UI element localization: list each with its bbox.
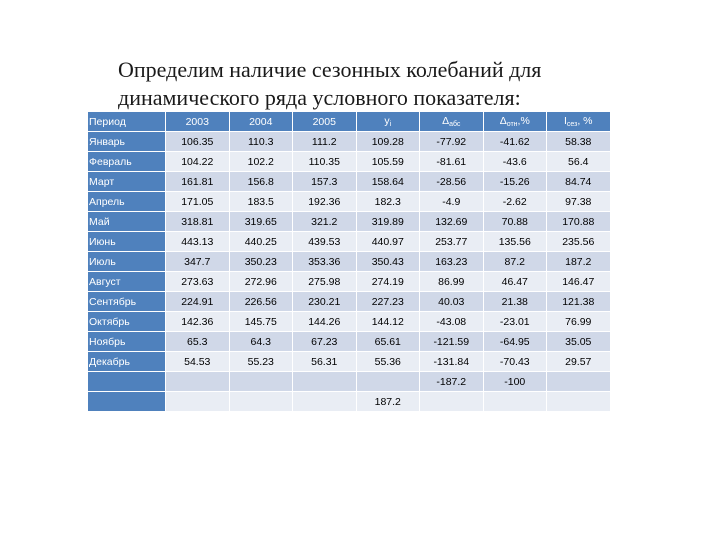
- cell-seasonality-index: 187.2: [547, 252, 611, 272]
- table-row: [88, 232, 611, 252]
- cell-period: Ноябрь: [88, 332, 166, 352]
- cell-abs-deviation: -131.84: [420, 352, 484, 372]
- cell-average: 227.23: [356, 292, 420, 312]
- cell-year-2003: 347.7: [166, 252, 230, 272]
- cell-seasonality-index: 35.05: [547, 332, 611, 352]
- cell-abs-deviation: 40.03: [420, 292, 484, 312]
- cell-seasonality-index: [547, 372, 611, 392]
- cell-abs-deviation: 132.69: [420, 212, 484, 232]
- cell-rel-deviation: [483, 392, 547, 412]
- cell-year-2003: 161.81: [166, 172, 230, 192]
- cell-rel-deviation: -43.6: [483, 152, 547, 172]
- cell-year-2003: 142.36: [166, 312, 230, 332]
- cell-rel-deviation: 21.38: [483, 292, 547, 312]
- cell-rel-deviation: -64.95: [483, 332, 547, 352]
- cell-seasonality-index: 58.38: [547, 132, 611, 152]
- table-row: [88, 212, 611, 232]
- table-row: [88, 272, 611, 292]
- cell-year-2004: 183.5: [229, 192, 293, 212]
- cell-abs-deviation: -4.9: [420, 192, 484, 212]
- header-year-2003: 2003: [166, 112, 230, 132]
- cell-average: 274.19: [356, 272, 420, 292]
- cell-average: 182.3: [356, 192, 420, 212]
- cell-year-2005: 230.21: [293, 292, 357, 312]
- cell-average: 109.28: [356, 132, 420, 152]
- cell-year-2005: 144.26: [293, 312, 357, 332]
- cell-abs-deviation: [420, 392, 484, 412]
- cell-abs-deviation: -187.2: [420, 372, 484, 392]
- header-year-2005: 2005: [293, 112, 357, 132]
- header-year-2004: 2004: [229, 112, 293, 132]
- cell-year-2004: 226.56: [229, 292, 293, 312]
- cell-period: Сентябрь: [88, 292, 166, 312]
- cell-year-2004: 350.23: [229, 252, 293, 272]
- cell-seasonality-index: 121.38: [547, 292, 611, 312]
- table-row: [88, 352, 611, 372]
- table-row: [88, 332, 611, 352]
- table-row: [88, 292, 611, 312]
- cell-rel-deviation: -70.43: [483, 352, 547, 372]
- cell-abs-deviation: 163.23: [420, 252, 484, 272]
- cell-average: 319.89: [356, 212, 420, 232]
- cell-rel-deviation: -15.26: [483, 172, 547, 192]
- cell-year-2003: 171.05: [166, 192, 230, 212]
- cell-average: 144.12: [356, 312, 420, 332]
- cell-rel-deviation: -23.01: [483, 312, 547, 332]
- header-seasonality-index: $I_{сез}$, %: [547, 112, 611, 132]
- table-header-row: [88, 112, 611, 132]
- cell-period: [88, 392, 166, 412]
- slide-title-line-1: Определим наличие сезонных колебаний для: [118, 57, 542, 82]
- header-rel-deviation: $\Delta_{отн},\%$: [483, 112, 547, 132]
- cell-year-2005: 56.31: [293, 352, 357, 372]
- table-row: [88, 392, 611, 412]
- cell-average: 187.2: [356, 392, 420, 412]
- cell-average: 440.97: [356, 232, 420, 252]
- cell-year-2005: 110.35: [293, 152, 357, 172]
- cell-year-2004: 319.65: [229, 212, 293, 232]
- cell-average: 55.36: [356, 352, 420, 372]
- cell-average: 65.61: [356, 332, 420, 352]
- cell-period: [88, 372, 166, 392]
- table-row: [88, 132, 611, 152]
- cell-year-2004: 145.75: [229, 312, 293, 332]
- cell-rel-deviation: -2.62: [483, 192, 547, 212]
- cell-year-2004: [229, 372, 293, 392]
- cell-year-2003: [166, 372, 230, 392]
- cell-rel-deviation: 135.56: [483, 232, 547, 252]
- table-row: [88, 252, 611, 272]
- cell-year-2004: [229, 392, 293, 412]
- cell-seasonality-index: 146.47: [547, 272, 611, 292]
- cell-seasonality-index: 56.4: [547, 152, 611, 172]
- header-average: $y_i$: [356, 112, 420, 132]
- cell-year-2005: 275.98: [293, 272, 357, 292]
- cell-year-2004: 102.2: [229, 152, 293, 172]
- cell-seasonality-index: 29.57: [547, 352, 611, 372]
- cell-period: Март: [88, 172, 166, 192]
- cell-seasonality-index: 235.56: [547, 232, 611, 252]
- cell-year-2003: 273.63: [166, 272, 230, 292]
- cell-year-2005: 157.3: [293, 172, 357, 192]
- cell-year-2005: 111.2: [293, 132, 357, 152]
- cell-year-2005: [293, 372, 357, 392]
- cell-abs-deviation: 86.99: [420, 272, 484, 292]
- cell-average: 158.64: [356, 172, 420, 192]
- cell-year-2003: [166, 392, 230, 412]
- cell-abs-deviation: -121.59: [420, 332, 484, 352]
- cell-average: [356, 372, 420, 392]
- table-row: [88, 312, 611, 332]
- slide-title: [118, 56, 678, 112]
- table-row: [88, 172, 611, 192]
- cell-year-2004: 110.3: [229, 132, 293, 152]
- cell-year-2003: 54.53: [166, 352, 230, 372]
- seasonality-table: [87, 111, 611, 412]
- cell-year-2003: 104.22: [166, 152, 230, 172]
- cell-period: Январь: [88, 132, 166, 152]
- cell-rel-deviation: 87.2: [483, 252, 547, 272]
- cell-year-2004: 64.3: [229, 332, 293, 352]
- cell-year-2005: 192.36: [293, 192, 357, 212]
- cell-seasonality-index: 170.88: [547, 212, 611, 232]
- cell-rel-deviation: -41.62: [483, 132, 547, 152]
- cell-year-2005: 439.53: [293, 232, 357, 252]
- cell-rel-deviation: -100: [483, 372, 547, 392]
- cell-year-2005: 67.23: [293, 332, 357, 352]
- header-abs-deviation: $\Delta_{абс}$: [420, 112, 484, 132]
- cell-period: Октябрь: [88, 312, 166, 332]
- cell-year-2003: 318.81: [166, 212, 230, 232]
- table-row: [88, 372, 611, 392]
- cell-rel-deviation: 70.88: [483, 212, 547, 232]
- cell-abs-deviation: -77.92: [420, 132, 484, 152]
- cell-seasonality-index: [547, 392, 611, 412]
- cell-seasonality-index: 84.74: [547, 172, 611, 192]
- cell-year-2005: [293, 392, 357, 412]
- cell-abs-deviation: -28.56: [420, 172, 484, 192]
- cell-abs-deviation: -43.08: [420, 312, 484, 332]
- cell-period: Май: [88, 212, 166, 232]
- cell-seasonality-index: 76.99: [547, 312, 611, 332]
- cell-abs-deviation: -81.61: [420, 152, 484, 172]
- cell-year-2003: 443.13: [166, 232, 230, 252]
- cell-average: 350.43: [356, 252, 420, 272]
- slide-title-line-2: динамического ряда условного показателя:: [118, 85, 521, 110]
- cell-year-2004: 440.25: [229, 232, 293, 252]
- cell-year-2003: 65.3: [166, 332, 230, 352]
- cell-period: Декабрь: [88, 352, 166, 372]
- cell-year-2003: 224.91: [166, 292, 230, 312]
- cell-seasonality-index: 97.38: [547, 192, 611, 212]
- table-row: [88, 152, 611, 172]
- cell-period: Февраль: [88, 152, 166, 172]
- cell-period: Июль: [88, 252, 166, 272]
- cell-year-2004: 55.23: [229, 352, 293, 372]
- cell-year-2005: 321.2: [293, 212, 357, 232]
- cell-rel-deviation: 46.47: [483, 272, 547, 292]
- cell-period: Июнь: [88, 232, 166, 252]
- cell-year-2004: 272.96: [229, 272, 293, 292]
- cell-abs-deviation: 253.77: [420, 232, 484, 252]
- cell-period: Апрель: [88, 192, 166, 212]
- table-row: [88, 192, 611, 212]
- cell-year-2005: 353.36: [293, 252, 357, 272]
- cell-period: Август: [88, 272, 166, 292]
- cell-average: 105.59: [356, 152, 420, 172]
- cell-year-2004: 156.8: [229, 172, 293, 192]
- header-period: Период: [88, 112, 166, 132]
- cell-year-2003: 106.35: [166, 132, 230, 152]
